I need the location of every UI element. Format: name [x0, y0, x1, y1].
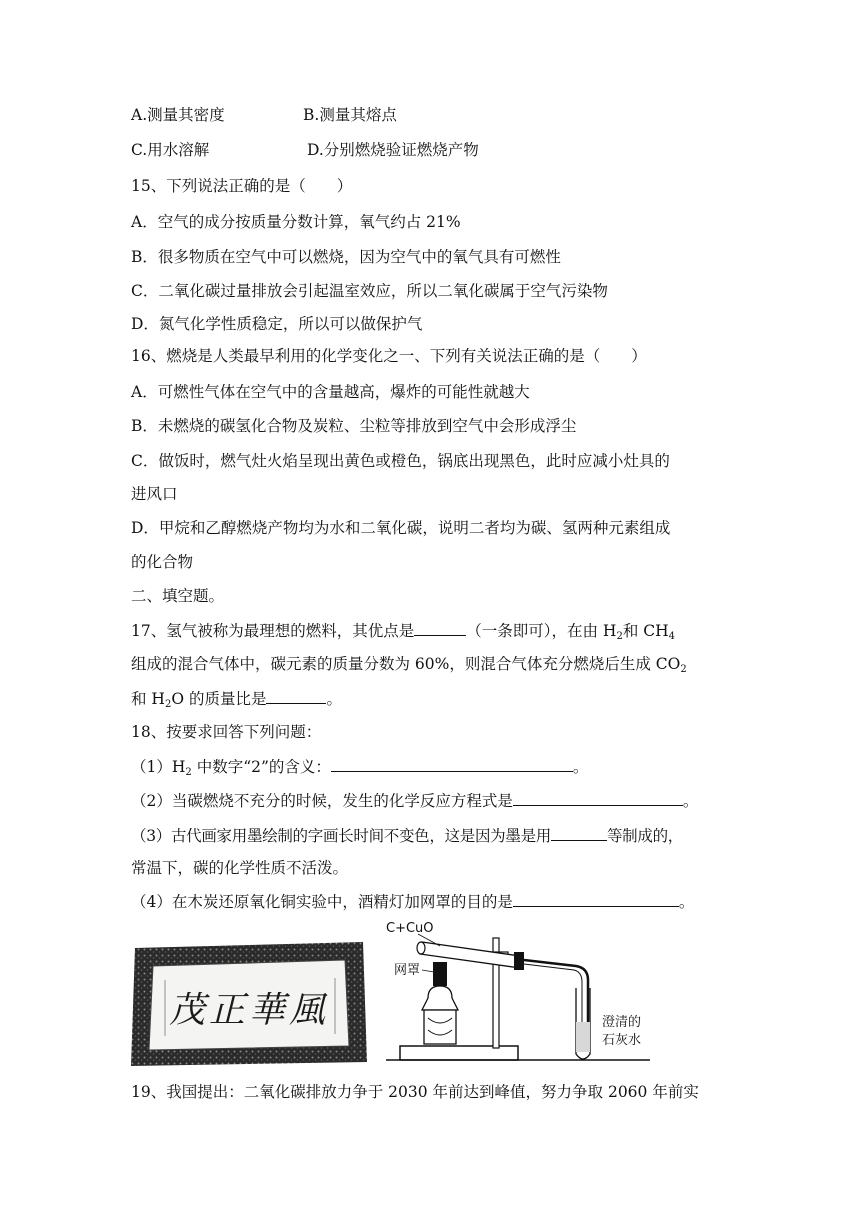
- label-reactants: C+CuO: [386, 921, 434, 936]
- question-16-stem: 16、燃烧是人类最早利用的化学变化之一、下列有关说法正确的是（ ）: [131, 347, 647, 365]
- q17-text-d: 组成的混合气体中，碳元素的质量分数为 60%，则混合气体充分燃烧后生成 CO: [131, 655, 681, 673]
- question-15-option-a: A．空气的成分按质量分数计算，氧气约占 21%: [131, 213, 461, 231]
- subscript: 2: [185, 767, 192, 778]
- subscript: 2: [164, 699, 172, 710]
- calligraphy-characters: 茂正華風: [168, 990, 330, 1031]
- answer-blank[interactable]: [551, 824, 607, 841]
- q17-text-f: O 的质量比是: [171, 690, 267, 708]
- answer-blank[interactable]: [331, 755, 573, 772]
- option-a: A.测量其密度: [131, 106, 225, 124]
- question-17-line1: [131, 619, 675, 642]
- question-18-stem: 18、按要求回答下列问题：: [131, 723, 322, 741]
- question-18-part4: [131, 890, 694, 913]
- question-18-part3-line1: [131, 824, 683, 847]
- question-15-stem: 15、下列说法正确的是（ ）: [131, 177, 353, 195]
- q17-text-c: 和 CH: [622, 622, 669, 640]
- answer-blank[interactable]: [513, 890, 679, 907]
- section-heading: 二、填空题。: [131, 587, 225, 605]
- calligraphy-frame-image: [131, 942, 367, 1066]
- question-15-option-d: D．氮气化学性质稳定，所以可以做保护气: [131, 315, 423, 333]
- q18-p3-text-a: （3）古代画家用墨绘制的字画长时间不变色，这是因为墨是用: [131, 827, 551, 845]
- answer-blank[interactable]: [513, 789, 683, 806]
- option-d: D.分别燃烧验证燃烧产物: [307, 141, 479, 159]
- q17-text-g: 。: [326, 690, 342, 708]
- question-19-line1: 19、我国提出：二氧化碳排放力争于 2030 年前达到峰值，努力争取 2060 年前实: [131, 1083, 699, 1101]
- question-17-line2: [131, 653, 687, 675]
- q18-p4-text: （4）在木炭还原氧化铜实验中，酒精灯加网罩的目的是: [131, 893, 513, 911]
- q18-p1-text-a: （1）H: [131, 758, 186, 776]
- question-18-part1: [131, 755, 588, 778]
- question-16-option-d-line1: D．甲烷和乙醇燃烧产物均为水和二氧化碳，说明二者均为碳、氢两种元素组成: [131, 519, 671, 537]
- question-16-option-c-line1: C．做饭时，燃气灶火焰呈现出黄色或橙色，锅底出现黑色，此时应减小灶具的: [131, 452, 670, 470]
- calligraphy-figure: [131, 942, 367, 1066]
- question-15-option-c: C．二氧化碳过量排放会引起温室效应，所以二氧化碳属于空气污染物: [131, 282, 608, 300]
- q18-p3-text-b: 等制成的，: [606, 827, 683, 845]
- q18-p1-text-b: 中数字“2”的含义：: [191, 758, 331, 776]
- apparatus-diagram: [380, 918, 662, 1068]
- answer-blank[interactable]: [266, 687, 326, 704]
- q17-text-a: 17、氢气被称为最理想的燃料，其优点是: [131, 622, 415, 640]
- question-18-part3-line2: 常温下，碳的化学性质不活泼。: [131, 859, 349, 877]
- question-16-option-a: A．可燃性气体在空气中的含量越高，爆炸的可能性就越大: [131, 383, 530, 401]
- q18-p4-end: 。: [678, 893, 695, 911]
- question-18-part2: [131, 789, 698, 812]
- apparatus-figure: [380, 918, 662, 1068]
- subscript: 2: [680, 664, 687, 675]
- label-limewater-1: 澄清的: [602, 1015, 642, 1030]
- subscript: 4: [668, 631, 675, 642]
- question-16-option-d-line2: 的化合物: [131, 553, 194, 571]
- q18-p2-text: （2）当碳燃烧不充分的时候，发生的化学反应方程式是: [131, 792, 513, 810]
- q17-text-e: 和 H: [131, 690, 165, 708]
- label-mesh: 网罩: [394, 963, 421, 978]
- option-b: B.测量其熔点: [303, 106, 397, 124]
- answer-blank[interactable]: [414, 619, 466, 636]
- question-15-option-b: B．很多物质在空气中可以燃烧，因为空气中的氧气具有可燃性: [131, 248, 561, 266]
- q18-p1-end: 。: [572, 758, 589, 776]
- label-limewater-2: 石灰水: [602, 1033, 642, 1048]
- question-17-line3: [131, 687, 342, 710]
- option-c: C.用水溶解: [131, 141, 210, 159]
- q18-p2-end: 。: [682, 792, 699, 810]
- q17-text-b: （一条即可），在由 H: [466, 622, 617, 640]
- subscript: 2: [616, 631, 623, 642]
- question-16-option-b: B．未燃烧的碳氢化合物及炭粒、尘粒等排放到空气中会形成浮尘: [131, 417, 577, 435]
- question-16-option-c-line2: 进风口: [131, 485, 178, 503]
